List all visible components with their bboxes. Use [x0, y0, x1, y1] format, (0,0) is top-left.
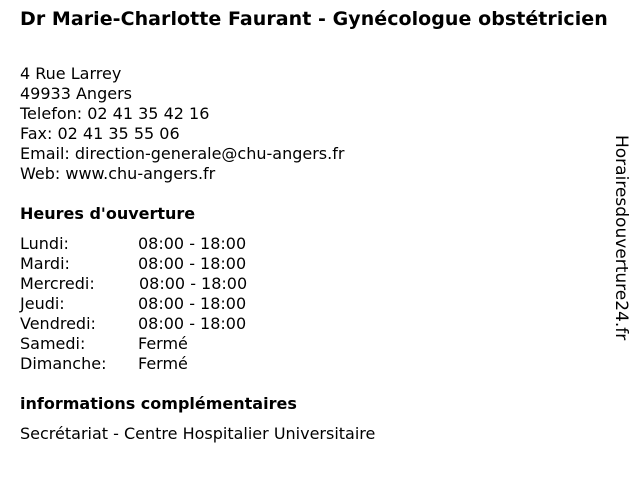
hours-row-mercredi: [20, 274, 247, 294]
additional-info-heading: informations complémentaires: [20, 394, 297, 413]
time-value: 08:00 - 18:00: [138, 294, 247, 313]
day-label: Vendredi:: [20, 314, 96, 333]
additional-info-text: Secrétariat - Centre Hospitalier Universitaire: [20, 424, 376, 443]
day-label: Lundi:: [20, 234, 69, 253]
time-value: 08:00 - 18:00: [139, 274, 248, 293]
time-value: Fermé: [138, 334, 188, 353]
hours-row-lundi: [20, 234, 247, 254]
hours-row-jeudi: [20, 294, 247, 314]
fax-number: Fax: 02 41 35 55 06: [20, 124, 180, 143]
page-title: Dr Marie-Charlotte Faurant - Gynécologue obstétricien: [20, 8, 608, 30]
website: Web: www.chu-angers.fr: [20, 164, 216, 183]
contact-block: [20, 64, 344, 184]
city-postal-code: 49933 Angers: [20, 84, 132, 103]
time-value: 08:00 - 18:00: [138, 314, 247, 333]
street-address: 4 Rue Larrey: [20, 64, 122, 83]
phone-number: Telefon: 02 41 35 42 16: [20, 104, 210, 123]
hours-row-mardi: [20, 254, 247, 274]
time-value: 08:00 - 18:00: [138, 254, 247, 273]
site-watermark: Horairesdouverture24.fr: [611, 135, 631, 341]
day-label: Mardi:: [20, 254, 70, 273]
time-value: 08:00 - 18:00: [138, 234, 247, 253]
opening-hours-heading: Heures d'ouverture: [20, 204, 196, 223]
day-label: Jeudi:: [20, 294, 65, 313]
hours-row-vendredi: [20, 314, 247, 334]
time-value: Fermé: [138, 354, 188, 373]
day-label: Mercredi:: [20, 274, 95, 293]
hours-row-samedi: [20, 334, 247, 354]
day-label: Dimanche:: [20, 354, 107, 373]
day-label: Samedi:: [20, 334, 86, 353]
hours-row-dimanche: [20, 354, 247, 374]
opening-hours-table: [20, 234, 247, 374]
email-address: Email: direction-generale@chu-angers.fr: [20, 144, 345, 163]
